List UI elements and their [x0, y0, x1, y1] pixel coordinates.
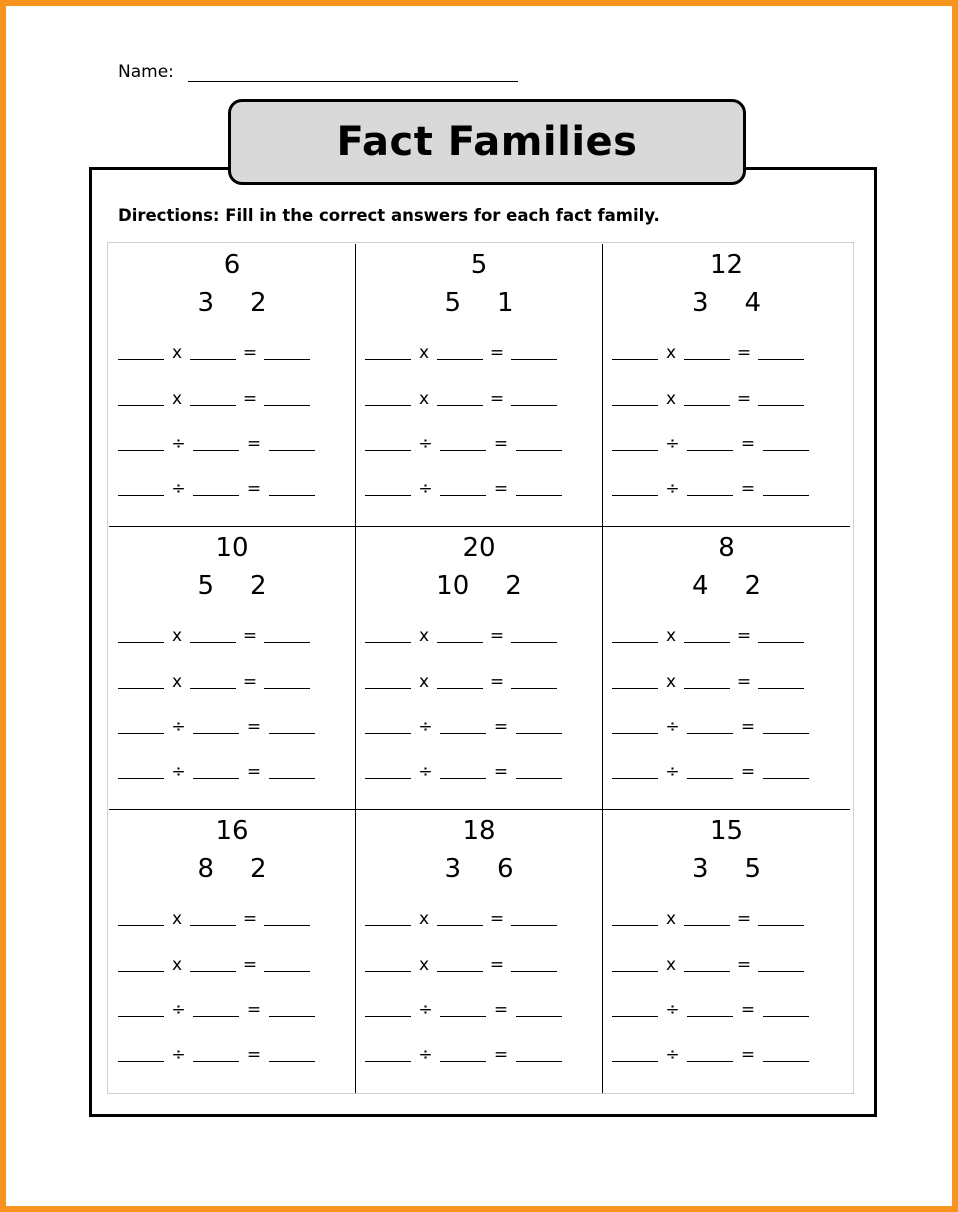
- equals-sign: =: [740, 717, 756, 737]
- equals-sign: =: [740, 1000, 756, 1020]
- multiplication-equation: [365, 909, 557, 929]
- answer-blank[interactable]: [511, 676, 557, 689]
- equals-sign: =: [736, 343, 752, 363]
- division-equation: [118, 762, 315, 782]
- family-factor: 1: [497, 288, 514, 318]
- answer-blank[interactable]: [118, 676, 164, 689]
- divide-sign: ÷: [418, 479, 433, 499]
- family-factor: 5: [744, 854, 762, 884]
- answer-blank[interactable]: [440, 1004, 486, 1017]
- answer-blank[interactable]: [516, 483, 562, 496]
- answer-blank[interactable]: [511, 913, 557, 926]
- division-equation: [365, 1000, 562, 1020]
- answer-blank[interactable]: [763, 1004, 809, 1017]
- family-factor: 4: [744, 288, 762, 318]
- answer-blank[interactable]: [193, 766, 239, 779]
- times-sign: x: [665, 626, 677, 646]
- equals-sign: =: [242, 955, 258, 975]
- multiplication-equation: [118, 909, 310, 929]
- equals-sign: =: [740, 479, 756, 499]
- equals-sign: =: [736, 955, 752, 975]
- times-sign: x: [418, 672, 430, 692]
- answer-blank[interactable]: [516, 721, 562, 734]
- times-sign: x: [171, 955, 183, 975]
- divide-sign: ÷: [418, 717, 433, 737]
- worksheet-title: Fact Families: [228, 99, 746, 185]
- answer-blank[interactable]: [612, 1049, 658, 1062]
- multiplication-equation: [365, 626, 557, 646]
- answer-blank[interactable]: [612, 913, 658, 926]
- family-factor: 6: [497, 854, 514, 884]
- answer-blank[interactable]: [612, 766, 658, 779]
- answer-blank[interactable]: [365, 630, 411, 643]
- division-equation: [118, 479, 315, 499]
- divide-sign: ÷: [418, 1000, 433, 1020]
- multiplication-equation: [365, 343, 557, 363]
- answer-blank[interactable]: [264, 630, 310, 643]
- family-factors: [356, 571, 602, 601]
- fact-family-cell: [109, 527, 356, 810]
- answer-blank[interactable]: [440, 721, 486, 734]
- equals-sign: =: [246, 479, 262, 499]
- equals-sign: =: [242, 909, 258, 929]
- answer-blank[interactable]: [684, 393, 730, 406]
- answer-blank[interactable]: [687, 1049, 733, 1062]
- division-equation: [612, 762, 809, 782]
- answer-blank[interactable]: [516, 766, 562, 779]
- multiplication-equation: [365, 672, 557, 692]
- multiplication-equation: [365, 955, 557, 975]
- answer-blank[interactable]: [684, 630, 730, 643]
- answer-blank[interactable]: [758, 959, 804, 972]
- times-sign: x: [665, 672, 677, 692]
- equals-sign: =: [493, 717, 509, 737]
- times-sign: x: [418, 626, 430, 646]
- answer-blank[interactable]: [511, 959, 557, 972]
- family-factors: [603, 854, 850, 884]
- family-factor: 3: [444, 854, 461, 884]
- answer-blank[interactable]: [516, 1004, 562, 1017]
- family-total: 6: [223, 250, 241, 280]
- answer-blank[interactable]: [684, 959, 730, 972]
- family-total: 10: [215, 533, 249, 563]
- answer-blank[interactable]: [511, 393, 557, 406]
- divide-sign: ÷: [665, 1000, 680, 1020]
- answer-blank[interactable]: [264, 959, 310, 972]
- answer-blank[interactable]: [365, 959, 411, 972]
- answer-blank[interactable]: [118, 1049, 164, 1062]
- answer-blank[interactable]: [269, 483, 315, 496]
- equals-sign: =: [493, 479, 509, 499]
- answer-blank[interactable]: [440, 1049, 486, 1062]
- answer-blank[interactable]: [763, 438, 809, 451]
- answer-blank[interactable]: [440, 483, 486, 496]
- family-factor: 2: [250, 571, 267, 601]
- answer-blank[interactable]: [437, 347, 483, 360]
- divide-sign: ÷: [171, 479, 186, 499]
- multiplication-equation: [118, 672, 310, 692]
- division-equation: [612, 434, 809, 454]
- answer-blank[interactable]: [118, 393, 164, 406]
- answer-blank[interactable]: [758, 393, 804, 406]
- answer-blank[interactable]: [118, 913, 164, 926]
- division-equation: [118, 1000, 315, 1020]
- times-sign: x: [665, 389, 677, 409]
- answer-blank[interactable]: [365, 676, 411, 689]
- division-equation: [365, 434, 562, 454]
- fact-family-cell: [356, 527, 603, 810]
- divide-sign: ÷: [665, 1045, 680, 1065]
- answer-blank[interactable]: [190, 630, 236, 643]
- divide-sign: ÷: [665, 717, 680, 737]
- answer-blank[interactable]: [365, 1049, 411, 1062]
- answer-blank[interactable]: [118, 959, 164, 972]
- equals-sign: =: [242, 389, 258, 409]
- family-factor: 5: [197, 571, 214, 601]
- equals-sign: =: [736, 626, 752, 646]
- division-equation: [612, 479, 809, 499]
- answer-blank[interactable]: [612, 438, 658, 451]
- answer-blank[interactable]: [687, 483, 733, 496]
- name-label: Name:: [118, 62, 174, 82]
- answer-blank[interactable]: [763, 766, 809, 779]
- answer-blank[interactable]: [269, 1004, 315, 1017]
- answer-blank[interactable]: [365, 347, 411, 360]
- times-sign: x: [665, 955, 677, 975]
- fact-family-cell: [356, 244, 603, 527]
- answer-blank[interactable]: [118, 630, 164, 643]
- family-factor: 10: [436, 571, 470, 601]
- answer-blank[interactable]: [269, 721, 315, 734]
- answer-blank[interactable]: [763, 721, 809, 734]
- answer-blank[interactable]: [190, 959, 236, 972]
- answer-blank[interactable]: [193, 1004, 239, 1017]
- times-sign: x: [171, 909, 183, 929]
- family-factor: 3: [197, 288, 214, 318]
- family-factors: [356, 854, 602, 884]
- divide-sign: ÷: [418, 1045, 433, 1065]
- answer-blank[interactable]: [193, 483, 239, 496]
- equals-sign: =: [242, 343, 258, 363]
- answer-blank[interactable]: [365, 1004, 411, 1017]
- answer-blank[interactable]: [365, 393, 411, 406]
- equals-sign: =: [489, 955, 505, 975]
- answer-blank[interactable]: [612, 1004, 658, 1017]
- multiplication-equation: [118, 955, 310, 975]
- multiplication-equation: [612, 389, 804, 409]
- answer-blank[interactable]: [612, 483, 658, 496]
- family-factor: 2: [744, 571, 762, 601]
- divide-sign: ÷: [665, 434, 680, 454]
- answer-blank[interactable]: [440, 766, 486, 779]
- divide-sign: ÷: [171, 1045, 186, 1065]
- divide-sign: ÷: [171, 1000, 186, 1020]
- equals-sign: =: [736, 909, 752, 929]
- equals-sign: =: [246, 1000, 262, 1020]
- answer-blank[interactable]: [511, 630, 557, 643]
- equals-sign: =: [740, 434, 756, 454]
- equals-sign: =: [493, 1045, 509, 1065]
- family-factor: 2: [250, 854, 267, 884]
- equals-sign: =: [493, 434, 509, 454]
- equals-sign: =: [246, 1045, 262, 1065]
- equals-sign: =: [246, 762, 262, 782]
- directions-text: Directions: Fill in the correct answers for each fact family.: [118, 206, 660, 225]
- answer-blank[interactable]: [612, 959, 658, 972]
- answer-blank[interactable]: [264, 676, 310, 689]
- answer-blank[interactable]: [516, 1049, 562, 1062]
- times-sign: x: [418, 343, 430, 363]
- multiplication-equation: [118, 389, 310, 409]
- family-factors: [109, 854, 355, 884]
- answer-blank[interactable]: [118, 483, 164, 496]
- fact-family-grid: [107, 242, 854, 1094]
- equals-sign: =: [493, 762, 509, 782]
- multiplication-equation: [612, 909, 804, 929]
- family-factor: 4: [691, 571, 709, 601]
- division-equation: [118, 1045, 315, 1065]
- answer-blank[interactable]: [763, 1049, 809, 1062]
- equals-sign: =: [489, 626, 505, 646]
- fact-family-cell: [603, 527, 850, 810]
- equals-sign: =: [246, 717, 262, 737]
- fact-family-cell: [109, 244, 356, 527]
- family-total: 12: [709, 250, 744, 280]
- times-sign: x: [418, 955, 430, 975]
- division-equation: [118, 717, 315, 737]
- answer-blank[interactable]: [190, 347, 236, 360]
- division-equation: [612, 1045, 809, 1065]
- answer-blank[interactable]: [612, 630, 658, 643]
- answer-blank[interactable]: [193, 721, 239, 734]
- family-total: 16: [215, 816, 249, 846]
- answer-blank[interactable]: [684, 913, 730, 926]
- answer-blank[interactable]: [190, 676, 236, 689]
- divide-sign: ÷: [665, 479, 680, 499]
- division-equation: [612, 717, 809, 737]
- equals-sign: =: [736, 672, 752, 692]
- division-equation: [365, 717, 562, 737]
- family-factor: 2: [250, 288, 267, 318]
- equals-sign: =: [489, 343, 505, 363]
- answer-blank[interactable]: [612, 393, 658, 406]
- family-factor: 3: [691, 288, 709, 318]
- answer-blank[interactable]: [437, 959, 483, 972]
- answer-blank[interactable]: [190, 393, 236, 406]
- equals-sign: =: [246, 434, 262, 454]
- divide-sign: ÷: [171, 434, 186, 454]
- answer-blank[interactable]: [440, 438, 486, 451]
- family-total: 15: [709, 816, 744, 846]
- times-sign: x: [418, 389, 430, 409]
- division-equation: [365, 479, 562, 499]
- name-field[interactable]: [188, 63, 518, 82]
- answer-blank[interactable]: [269, 438, 315, 451]
- multiplication-equation: [612, 626, 804, 646]
- answer-blank[interactable]: [264, 913, 310, 926]
- answer-blank[interactable]: [269, 1049, 315, 1062]
- times-sign: x: [171, 672, 183, 692]
- divide-sign: ÷: [171, 762, 186, 782]
- answer-blank[interactable]: [437, 913, 483, 926]
- answer-blank[interactable]: [118, 347, 164, 360]
- times-sign: x: [171, 626, 183, 646]
- answer-blank[interactable]: [365, 483, 411, 496]
- times-sign: x: [171, 389, 183, 409]
- family-factor: 8: [197, 854, 214, 884]
- family-factors: [603, 571, 850, 601]
- answer-blank[interactable]: [758, 347, 804, 360]
- division-equation: [365, 1045, 562, 1065]
- divide-sign: ÷: [418, 434, 433, 454]
- answer-blank[interactable]: [118, 721, 164, 734]
- family-total: 8: [718, 533, 735, 563]
- answer-blank[interactable]: [511, 347, 557, 360]
- answer-blank[interactable]: [264, 393, 310, 406]
- equals-sign: =: [489, 672, 505, 692]
- divide-sign: ÷: [665, 762, 680, 782]
- family-factor: 5: [444, 288, 461, 318]
- answer-blank[interactable]: [193, 1049, 239, 1062]
- multiplication-equation: [612, 672, 804, 692]
- family-factors: [356, 288, 602, 318]
- times-sign: x: [171, 343, 183, 363]
- answer-blank[interactable]: [684, 676, 730, 689]
- answer-blank[interactable]: [193, 438, 239, 451]
- family-total: 20: [462, 533, 496, 563]
- answer-blank[interactable]: [758, 676, 804, 689]
- family-factor: 3: [691, 854, 709, 884]
- answer-blank[interactable]: [516, 438, 562, 451]
- times-sign: x: [665, 343, 677, 363]
- family-factors: [109, 571, 355, 601]
- answer-blank[interactable]: [758, 913, 804, 926]
- answer-blank[interactable]: [763, 483, 809, 496]
- equals-sign: =: [489, 909, 505, 929]
- answer-blank[interactable]: [612, 347, 658, 360]
- answer-blank[interactable]: [612, 721, 658, 734]
- divide-sign: ÷: [171, 717, 186, 737]
- division-equation: [118, 434, 315, 454]
- answer-blank[interactable]: [269, 766, 315, 779]
- answer-blank[interactable]: [264, 347, 310, 360]
- times-sign: x: [665, 909, 677, 929]
- answer-blank[interactable]: [118, 1004, 164, 1017]
- equals-sign: =: [736, 389, 752, 409]
- answer-blank[interactable]: [687, 438, 733, 451]
- multiplication-equation: [365, 389, 557, 409]
- equals-sign: =: [740, 762, 756, 782]
- multiplication-equation: [118, 626, 310, 646]
- fact-family-cell: [603, 810, 850, 1093]
- answer-blank[interactable]: [365, 766, 411, 779]
- multiplication-equation: [612, 343, 804, 363]
- equals-sign: =: [740, 1045, 756, 1065]
- divide-sign: ÷: [418, 762, 433, 782]
- equals-sign: =: [489, 389, 505, 409]
- answer-blank[interactable]: [365, 438, 411, 451]
- answer-blank[interactable]: [687, 766, 733, 779]
- family-factors: [109, 288, 355, 318]
- name-row: [118, 62, 518, 82]
- times-sign: x: [418, 909, 430, 929]
- division-equation: [365, 762, 562, 782]
- equals-sign: =: [493, 1000, 509, 1020]
- multiplication-equation: [612, 955, 804, 975]
- family-factor: 2: [505, 571, 522, 601]
- division-equation: [612, 1000, 809, 1020]
- equals-sign: =: [242, 672, 258, 692]
- answer-blank[interactable]: [365, 913, 411, 926]
- fact-family-cell: [109, 810, 356, 1093]
- answer-blank[interactable]: [684, 347, 730, 360]
- equals-sign: =: [242, 626, 258, 646]
- answer-blank[interactable]: [687, 1004, 733, 1017]
- family-factors: [603, 288, 850, 318]
- answer-blank[interactable]: [190, 913, 236, 926]
- answer-blank[interactable]: [437, 393, 483, 406]
- answer-blank[interactable]: [118, 438, 164, 451]
- fact-family-cell: [603, 244, 850, 527]
- multiplication-equation: [118, 343, 310, 363]
- family-total: 18: [462, 816, 496, 846]
- answer-blank[interactable]: [118, 766, 164, 779]
- answer-blank[interactable]: [437, 630, 483, 643]
- answer-blank[interactable]: [687, 721, 733, 734]
- answer-blank[interactable]: [612, 676, 658, 689]
- answer-blank[interactable]: [758, 630, 804, 643]
- family-total: 5: [470, 250, 488, 280]
- answer-blank[interactable]: [437, 676, 483, 689]
- answer-blank[interactable]: [365, 721, 411, 734]
- fact-family-cell: [356, 810, 603, 1093]
